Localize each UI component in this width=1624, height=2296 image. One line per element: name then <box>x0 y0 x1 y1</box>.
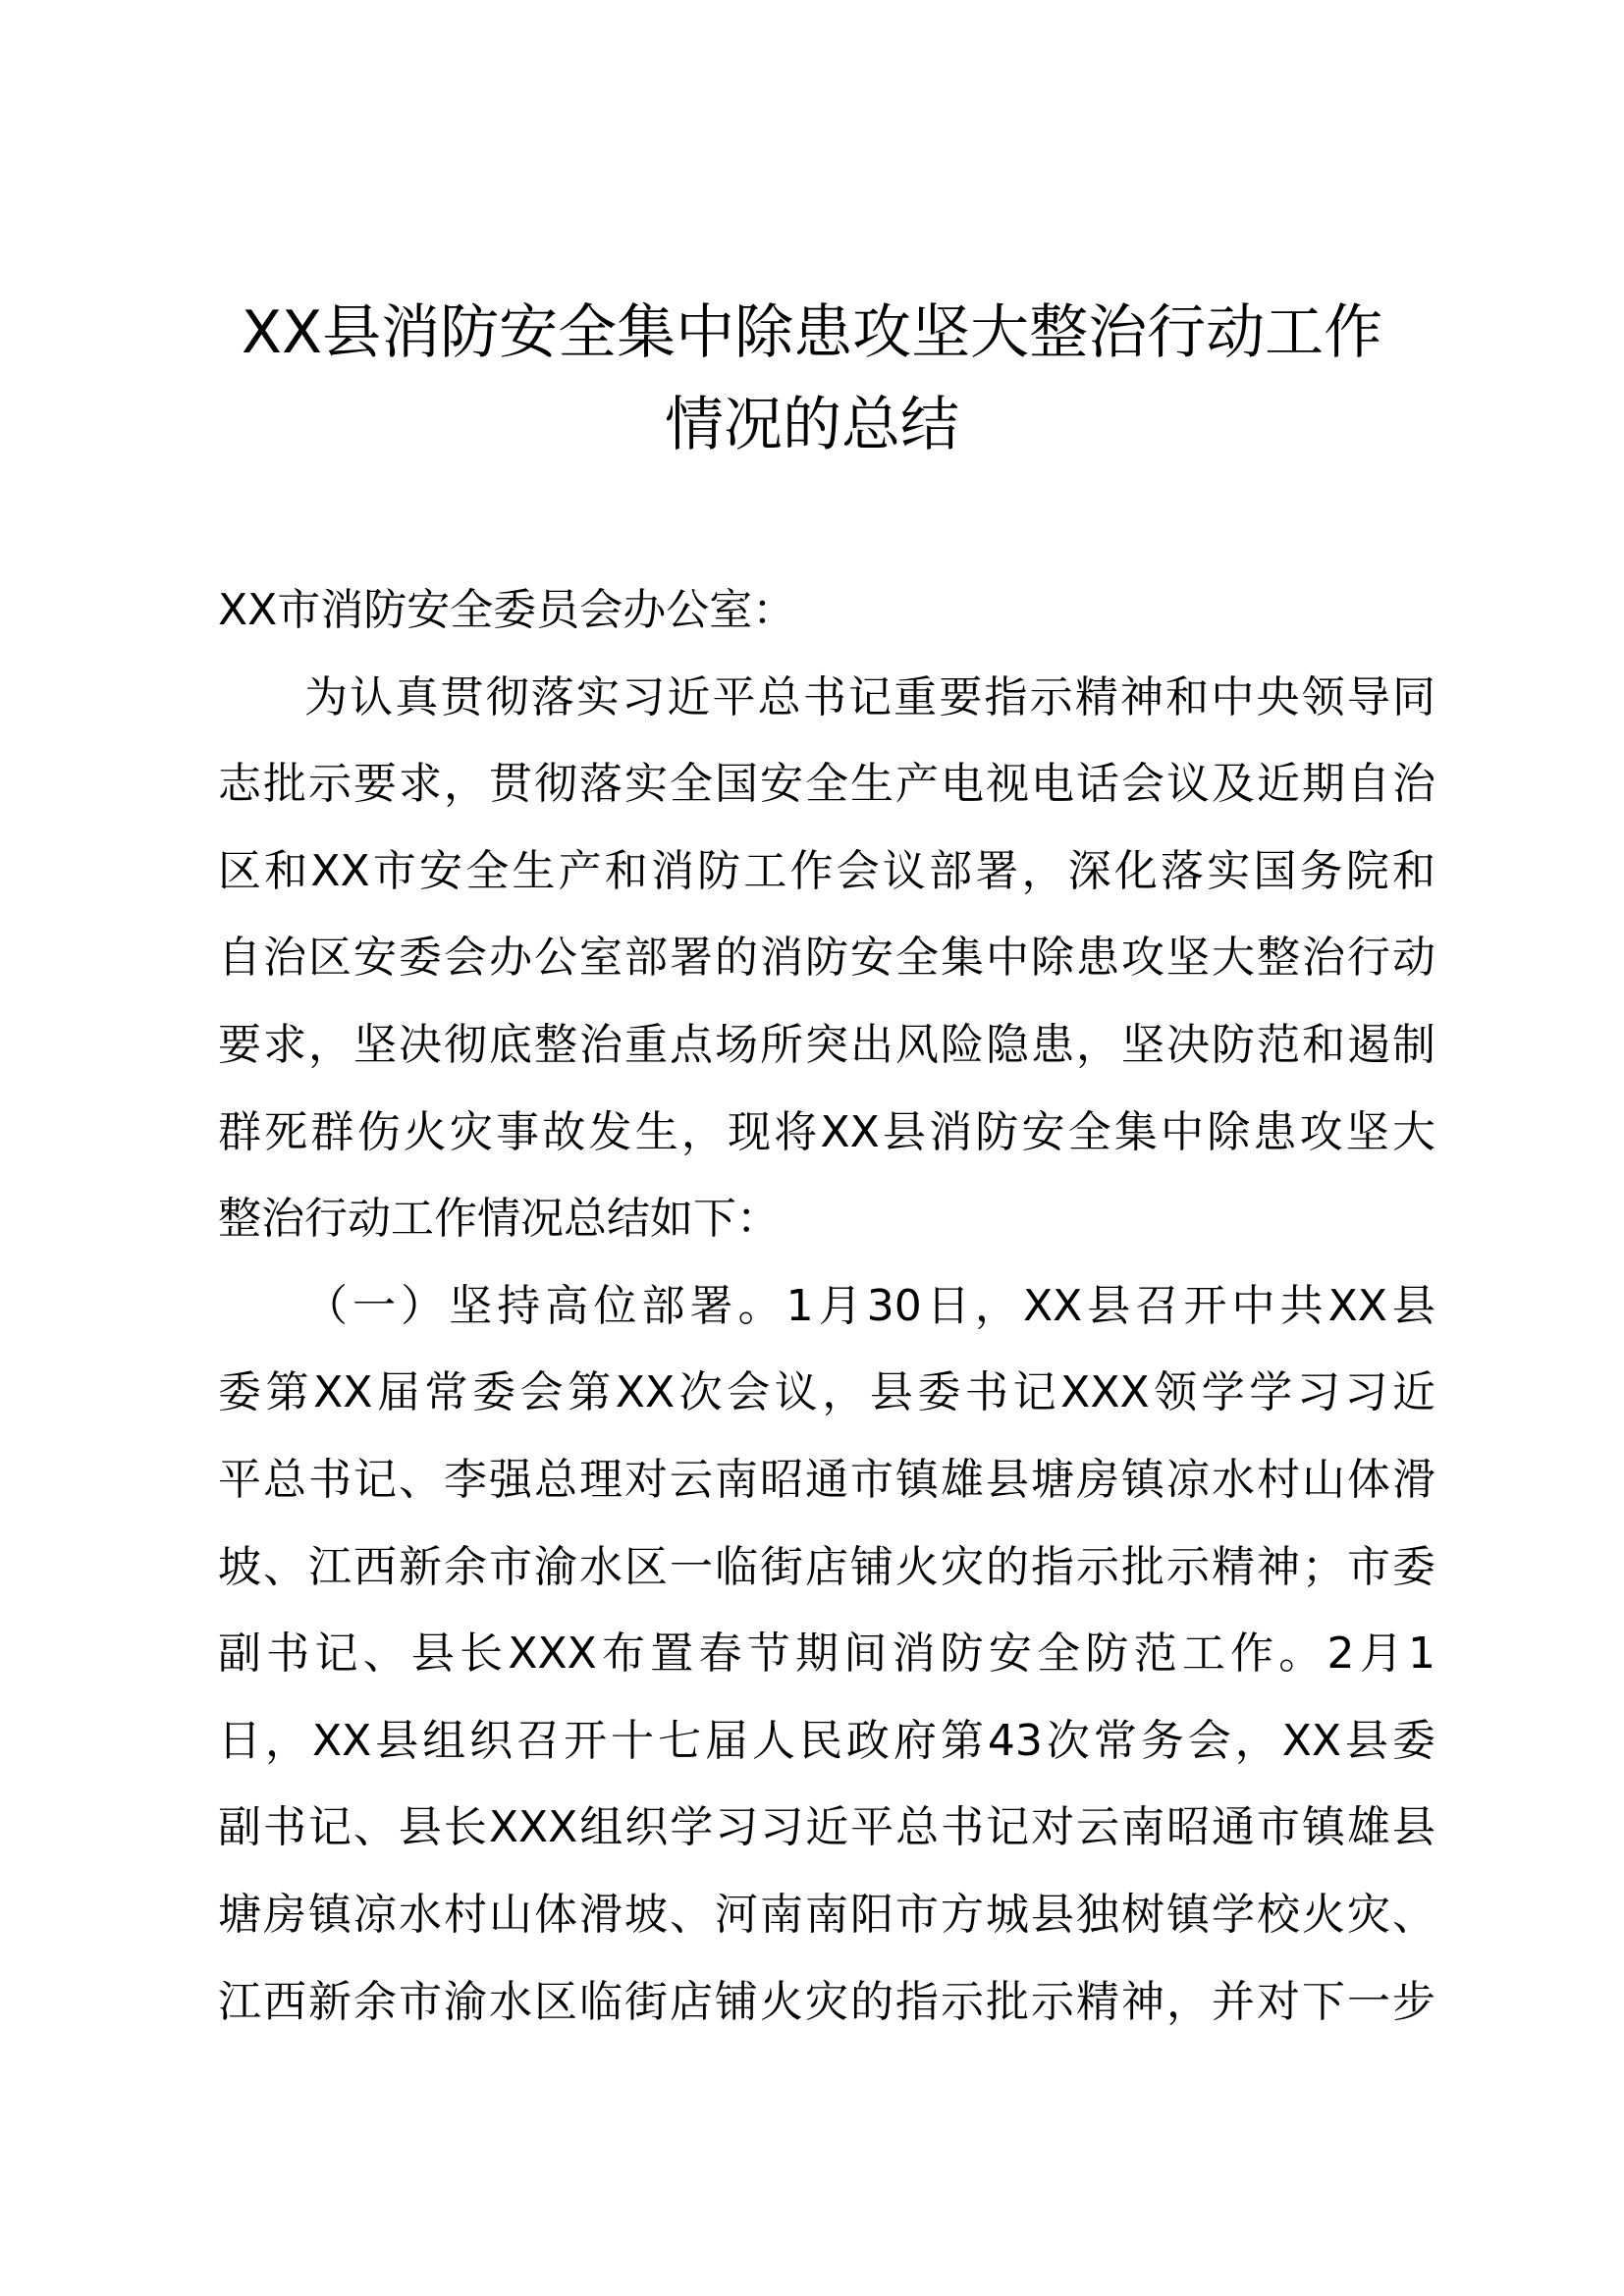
paragraph-2-line: （一）坚持高位部署。1月30日，XX县召开中共XX县 <box>304 1280 1435 1331</box>
paragraph-1-line: 为认真贯彻落实习近平总书记重要指示精神和中央领导同 <box>304 671 1435 722</box>
paragraph-2-line: 副书记、县长XXX布置春节期间消防安全防范工作。2月1 <box>218 1629 1435 1680</box>
salutation: XX市消防安全委员会办公室： <box>218 585 796 635</box>
paragraph-1-line: 要求，坚决彻底整治重点场所突出风险隐患，坚决防范和遏制 <box>218 1019 1435 1070</box>
paragraph-2-line: 日，XX县组织召开十七届人民政府第43次常务会，XX县委 <box>218 1715 1435 1766</box>
paragraph-2-line: 平总书记、李强总理对云南昭通市镇雄县塘房镇凉水村山体滑 <box>218 1454 1435 1505</box>
paragraph-1-line: 自治区安委会办公室部署的消防安全集中除患攻坚大整治行动 <box>218 933 1435 984</box>
paragraph-1-line: 整治行动工作情况总结如下： <box>218 1194 780 1245</box>
paragraph-1 <box>218 655 1435 1263</box>
paragraph-2-line: 委第XX届常委会第XX次会议，县委书记XXX领学学习习近 <box>218 1367 1435 1418</box>
title-line-2: 情况的总结 <box>665 391 959 459</box>
document-body <box>218 567 1435 2046</box>
paragraph-2-line: 坡、江西新余市渝水区一临街店铺火灾的指示批示精神；市委 <box>218 1541 1435 1592</box>
title-line-1: XX县消防安全集中除患攻坚大整治行动工作 <box>241 298 1383 367</box>
paragraph-2-line: 江西新余市渝水区临街店铺火灾的指示批示精神，并对下一步 <box>218 1976 1435 2027</box>
paragraph-1-line: 志批示要求，贯彻落实全国安全生产电视电话会议及近期自治 <box>218 759 1435 810</box>
paragraph-2-line: 副书记、县长XXX组织学习习近平总书记对云南昭通市镇雄县 <box>218 1802 1435 1853</box>
paragraph-2-line: 塘房镇凉水村山体滑坡、河南南阳市方城县独树镇学校火灾、 <box>218 1889 1435 1940</box>
paragraph-1-line: 区和XX市安全生产和消防工作会议部署，深化落实国务院和 <box>218 845 1435 896</box>
paragraph-1-line: 群死群伤火灾事故发生，现将XX县消防安全集中除患攻坚大 <box>218 1106 1435 1157</box>
paragraph-2 <box>218 1263 1435 2046</box>
document-title <box>177 287 1447 471</box>
